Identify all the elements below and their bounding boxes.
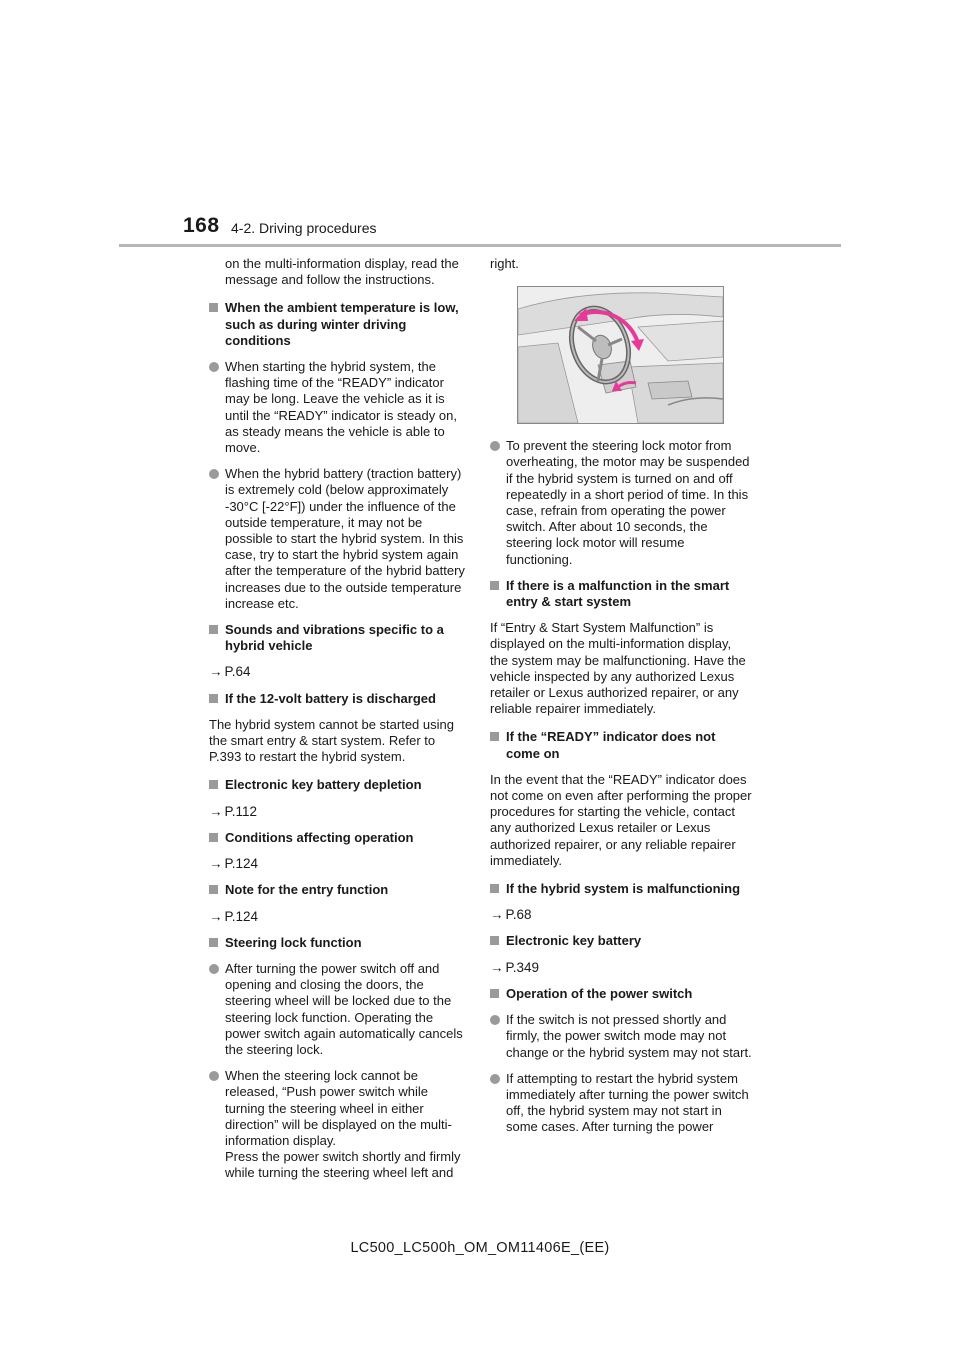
heading-electronic-key-battery: Electronic key battery <box>490 933 752 949</box>
bullet-cold-battery: When the hybrid battery (traction battery) is extremely cold (below approximately -30°C [-22°F]) under the influence of the outside temperature, it may not be possible to start the hybrid system. In this case, try to start the hybrid system again after the temperature of the hybrid battery increases due to the outside temperature increase etc. <box>209 466 471 612</box>
round-bullet-icon <box>209 362 219 372</box>
steering-wheel-illustration <box>517 286 724 424</box>
section-title: 4-2. Driving procedures <box>231 220 377 236</box>
bullet-steering-motor: To prevent the steering lock motor from overheating, the motor may be suspended if the hybrid system is turned on and off repeatedly in a short period of time. In this case, refrain from operating the power switch. After about 10 seconds, the steering lock motor will resume functioning. <box>490 438 752 568</box>
square-bullet-icon <box>490 989 499 998</box>
ref-key-battery-depletion[interactable]: → P.112 <box>209 803 258 819</box>
arrow-right-icon: → <box>490 959 504 975</box>
right-column <box>490 256 752 1146</box>
ref-conditions-operation[interactable]: → P.124 <box>209 856 259 872</box>
bullet-restart-system: If attempting to restart the hybrid system immediately after turning the power switch off, the hybrid system may not start in some cases. After turning the power <box>490 1071 752 1136</box>
steering-illustration-svg <box>518 287 723 423</box>
paragraph-ready-indicator: In the event that the “READY” indicator does not come on even after performing the proper procedures for starting the vehicle, contact any authorized Lexus retailer or Lexus authorized repairer, or any reliable repairer immediately. <box>490 771 752 868</box>
bullet-press-switch: If the switch is not pressed shortly and firmly, the power switch mode may not change or the hybrid system may not start. <box>490 1012 752 1061</box>
heading-smart-entry-malfunction: If there is a malfunction in the smart entry & start system <box>490 578 752 610</box>
bullet-ready-flash: When starting the hybrid system, the flashing time of the “READY” indicator may be long. Leave the vehicle as it is until the “READY” indicator is steady on, as steady means the vehicle is able to move. <box>209 359 471 456</box>
heading-key-battery-depletion: Electronic key battery depletion <box>209 777 471 793</box>
heading-entry-function: Note for the entry function <box>209 882 471 898</box>
heading-ambient-temperature: When the ambient temperature is low, such as during winter driving conditions <box>209 300 471 349</box>
bullet-lock-doors: After turning the power switch off and opening and closing the doors, the steering wheel will be locked due to the steering lock function. Operating the power switch again automatically cancels the steering lock. <box>209 961 471 1058</box>
square-bullet-icon <box>209 885 218 894</box>
continued-text: right. <box>490 256 519 271</box>
square-bullet-icon <box>490 936 499 945</box>
square-bullet-icon <box>209 833 218 842</box>
header-rule <box>119 244 841 247</box>
paragraph-12v-battery: The hybrid system cannot be started using the smart entry & start system. Refer to P.393 to restart the hybrid system. <box>209 716 454 765</box>
intro-text: on the multi-information display, read the message and follow the instructions. <box>225 256 459 288</box>
square-bullet-icon <box>209 303 218 312</box>
arrow-right-icon: → <box>490 907 504 923</box>
round-bullet-icon <box>490 441 500 451</box>
document-code: LC500_LC500h_OM_OM11406E_(EE) <box>350 1240 610 1256</box>
heading-conditions-operation: Conditions affecting operation <box>209 830 471 846</box>
ref-sounds[interactable]: → P.64 <box>209 664 251 680</box>
left-column <box>209 256 471 1192</box>
heading-ready-indicator: If the “READY” indicator does not come on <box>490 729 752 761</box>
round-bullet-icon <box>490 1074 500 1084</box>
bullet-lock-release: When the steering lock cannot be released, “Push power switch while turning the steering wheel in either direction” will be displayed on the multi-information display. Press the power switch shortly and firmly while turning the steering wheel left and <box>209 1068 471 1181</box>
square-bullet-icon <box>490 581 499 590</box>
square-bullet-icon <box>209 938 218 947</box>
round-bullet-icon <box>209 469 219 479</box>
arrow-right-icon: → <box>209 856 223 872</box>
heading-hybrid-malfunction: If the hybrid system is malfunctioning <box>490 881 752 897</box>
round-bullet-icon <box>490 1015 500 1025</box>
arrow-right-icon: → <box>209 664 223 680</box>
heading-steering-lock: Steering lock function <box>209 935 471 951</box>
square-bullet-icon <box>209 780 218 789</box>
round-bullet-icon <box>209 964 219 974</box>
heading-power-switch-operation: Operation of the power switch <box>490 986 752 1002</box>
arrow-right-icon: → <box>209 908 223 924</box>
ref-electronic-key-battery[interactable]: → P.349 <box>490 959 540 975</box>
square-bullet-icon <box>209 625 218 634</box>
ref-entry-function[interactable]: → P.124 <box>209 908 259 924</box>
heading-sounds-vibrations: Sounds and vibrations specific to a hybrid vehicle <box>209 622 471 654</box>
round-bullet-icon <box>209 1071 219 1081</box>
square-bullet-icon <box>490 884 499 893</box>
heading-12v-battery: If the 12-volt battery is discharged <box>209 691 471 707</box>
ref-hybrid-malfunction[interactable]: → P.68 <box>490 907 532 923</box>
arrow-right-icon: → <box>209 803 223 819</box>
square-bullet-icon <box>209 694 218 703</box>
page-number: 168 <box>183 214 220 237</box>
paragraph-smart-entry-malfunction: If “Entry & Start System Malfunction” is displayed on the multi-information display, the system may be malfunctioning. Have the vehicle inspected by any authorized Lexus retailer or Lexus authorized repairer, or any reliable repairer immediately. <box>490 620 746 717</box>
square-bullet-icon <box>490 732 499 741</box>
